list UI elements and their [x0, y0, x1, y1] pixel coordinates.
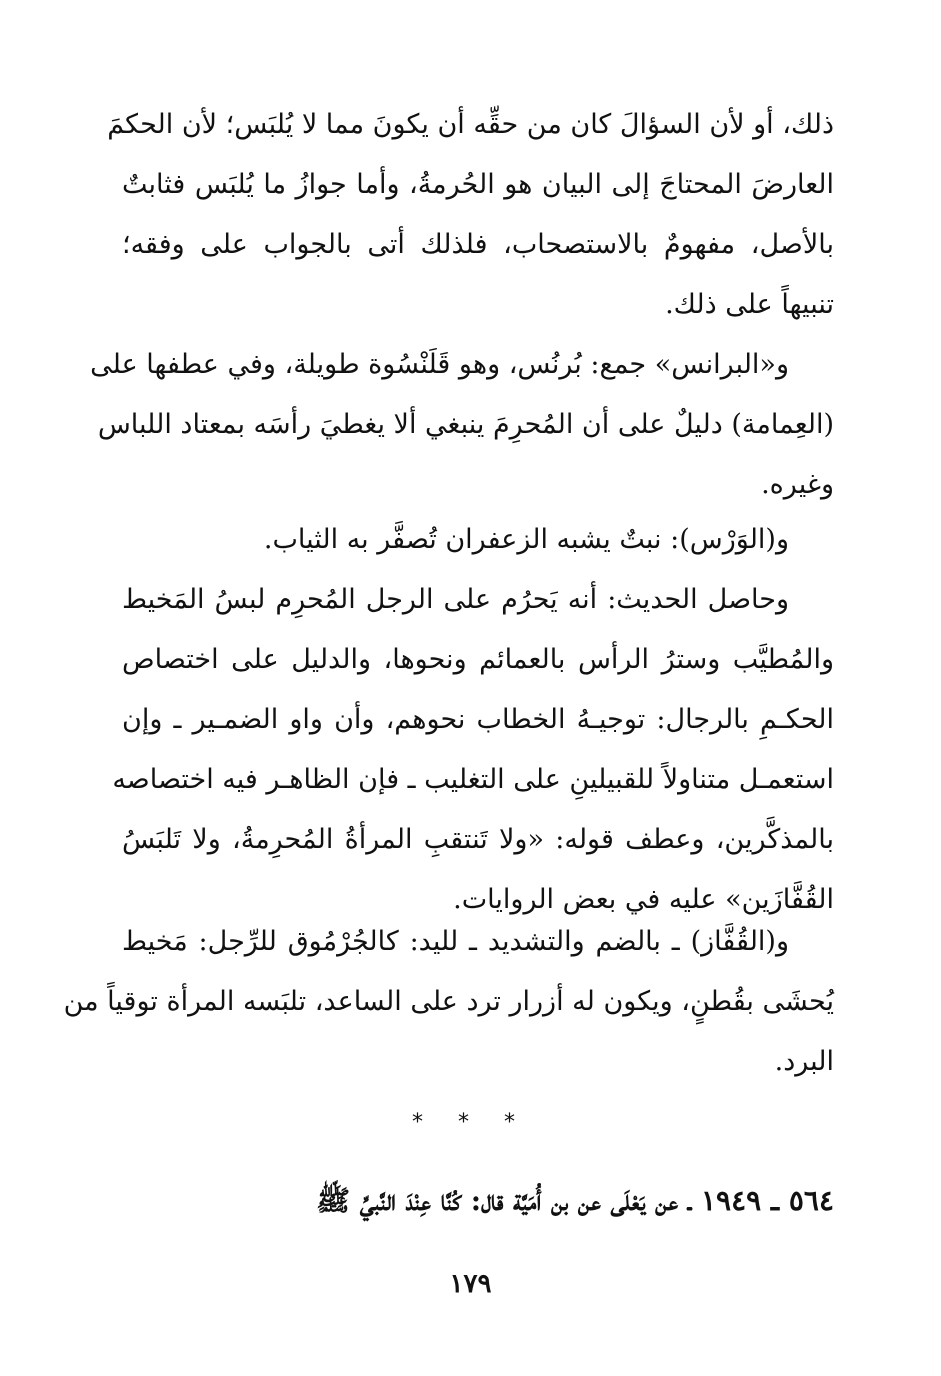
- paragraph-1: [107, 95, 834, 335]
- text-line: ذلك، أو لأن السؤالَ كان من حقِّه أن يكونَ مما لا يُلبَس؛ لأن الحكمَ: [107, 109, 834, 140]
- text-line: تنبيهاً على ذلك.: [665, 289, 834, 320]
- text-line: بالمذكَّرين، وعطف قوله: «ولا تَنتقبِ المرأةُ المُحرِمةُ، ولا تَلبَسُ: [122, 824, 834, 855]
- text-line: و(الوَرْس): نبتٌ يشبه الزعفران تُصفَّر به الثياب.: [263, 524, 789, 555]
- text-line: بالأصل، مفهومٌ بالاستصحاب، فلذلك أتى بالجواب على وفقه؛: [122, 229, 834, 260]
- text-line: استعمـل متناولاً للقبيلينِ على التغليب ـ فإن الظاهـر فيه اختصاصه: [112, 764, 834, 795]
- text-line: و(القُفَّاز) ـ بالضم والتشديد ـ لليد: كالجُرْمُوق للرِّجل: مَخيط: [122, 926, 789, 957]
- paragraph-2: [90, 335, 834, 515]
- paragraph-3: [122, 510, 834, 570]
- text-line: الحكـمِ بالرجال: توجيـهُ الخطاب نحوهم، وأن واو الضمـير ـ وإن: [122, 704, 834, 735]
- text-line: و«البرانس» جمع: بُرنُس، وهو قَلَنْسُوة طويلة، وفي عطفها على: [90, 349, 789, 380]
- text-line: القُفَّازَين» عليه في بعض الروايات.: [453, 884, 834, 915]
- text-line: (العِمامة) دليلٌ على أن المُحرِمَ ينبغي ألا يغطيَ رأسَه بمعتاد اللباس: [97, 409, 834, 440]
- text-line: وغيره.: [761, 469, 834, 500]
- paragraph-5: [63, 912, 834, 1092]
- text-line: العارضَ المحتاجَ إلى البيان هو الحُرمةُ، وأما جوازُ ما يُلبَس فثابتٌ: [122, 169, 834, 200]
- page-number: ١٧٩: [449, 1269, 492, 1299]
- paragraph-4: [112, 570, 834, 930]
- text-line: والمُطيَّب وسترُ الرأس بالعمائم ونحوها، والدليل على اختصاص: [122, 644, 834, 675]
- section-separator: * * *: [412, 1110, 529, 1135]
- hadith-heading: ٥٦٤ ـ ١٩٤٩ ـ عن يَعْلَى عن بن أُمَيَّة قال: كُنَّا عِنْدَ النَّبيِّ ﷺ: [316, 1184, 834, 1217]
- text-line: يُحشَى بقُطنٍ، ويكون له أزرار ترد على الساعد، تلبَسه المرأة توقياً من: [63, 986, 834, 1017]
- text-line: وحاصل الحديث: أنه يَحرُم على الرجل المُحرِم لبسُ المَخيط: [122, 584, 789, 615]
- text-line: البرد.: [774, 1046, 834, 1077]
